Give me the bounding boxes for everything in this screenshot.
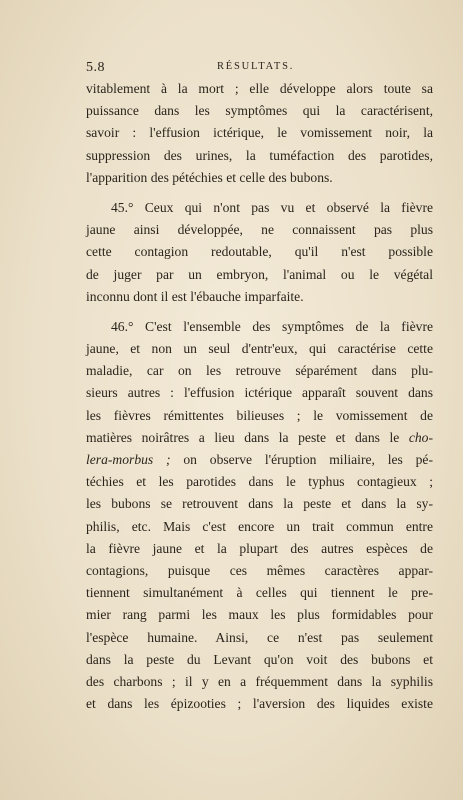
running-head: RÉSULTATS. — [217, 61, 295, 72]
text-line: dans la peste du Levant qu'on voit des bubons et — [86, 651, 433, 667]
text-line: l'apparition des pétéchies et celle des bubons. — [86, 169, 333, 185]
text-line: jaune, et non un seul d'entr'eux, qui caractérise cette — [86, 341, 433, 357]
paragraph-gap — [86, 308, 433, 316]
text-line: savoir : l'effusion ictérique, le vomissement noir, la — [86, 125, 433, 141]
italic-term: lera-morbus ; — [86, 452, 171, 467]
text-line: de juger par un embryon, l'animal ou le végétal — [86, 266, 433, 282]
italic-term: cho- — [408, 429, 433, 445]
page-number: 5.8 — [86, 60, 105, 75]
text-line: suppression des urines, la tuméfaction des parotides, — [86, 147, 433, 163]
text-line: les fièvres rémittentes bilieuses ; le vomissement de — [86, 407, 433, 423]
text-line: et dans les épizooties ; l'aversion des liquides existe — [86, 696, 433, 712]
text-line: maladie, car on les retrouve séparément dans plu- — [86, 363, 433, 379]
text-line: inconnu dont il est l'ébauche imparfaite. — [86, 288, 304, 304]
text-line: les bubons se retrouvent dans la peste et dans la sy- — [86, 496, 433, 512]
paragraph-45-first-line: 45.° Ceux qui n'ont pas vu et observé la fièvre — [111, 199, 433, 215]
text-line: tiennent simultanément à celles qui tiennent le pre- — [86, 585, 433, 601]
text-line: philis, etc. Mais c'est encore un trait commun entre — [86, 518, 433, 534]
page-header — [86, 60, 386, 76]
text-line: vitablement à la mort ; elle développe alors toute sa — [86, 81, 433, 96]
text-line: jaune ainsi développée, ne connaissent pas plus — [86, 222, 433, 238]
text-line: sieurs autres : l'effusion ictérique apparaît souvent dans — [86, 385, 433, 401]
paragraph-gap — [86, 189, 433, 197]
text-line: des charbons ; il y en a fréquemment dans la syphilis — [86, 673, 433, 689]
text-line: puissance dans les symptômes qui la caractérisent, — [86, 103, 433, 119]
body-text — [86, 78, 433, 715]
text-line-italic-start: lera-morbus ; on observe l'éruption miliaire, les pé- — [86, 452, 433, 467]
paragraph-46-first-line: 46.° C'est l'ensemble des symptômes de la fièvre — [111, 318, 433, 334]
text-line: matières noirâtres a lieu dans la peste et dans le cho- — [86, 429, 433, 445]
text-line: contagions, puisque ces mêmes caractères appar- — [86, 562, 433, 578]
text-line: l'espèce humaine. Ainsi, ce n'est pas seulement — [86, 629, 433, 645]
text-line: cette contagion redoutable, qu'il n'est possible — [86, 244, 433, 260]
text-line: mier rang parmi les maux les plus formidables pour — [86, 607, 433, 623]
text-line: téchies et les parotides dans le typhus contagieux ; — [86, 474, 433, 490]
text-line: la fièvre jaune et la plupart des autres espèces de — [86, 540, 433, 556]
